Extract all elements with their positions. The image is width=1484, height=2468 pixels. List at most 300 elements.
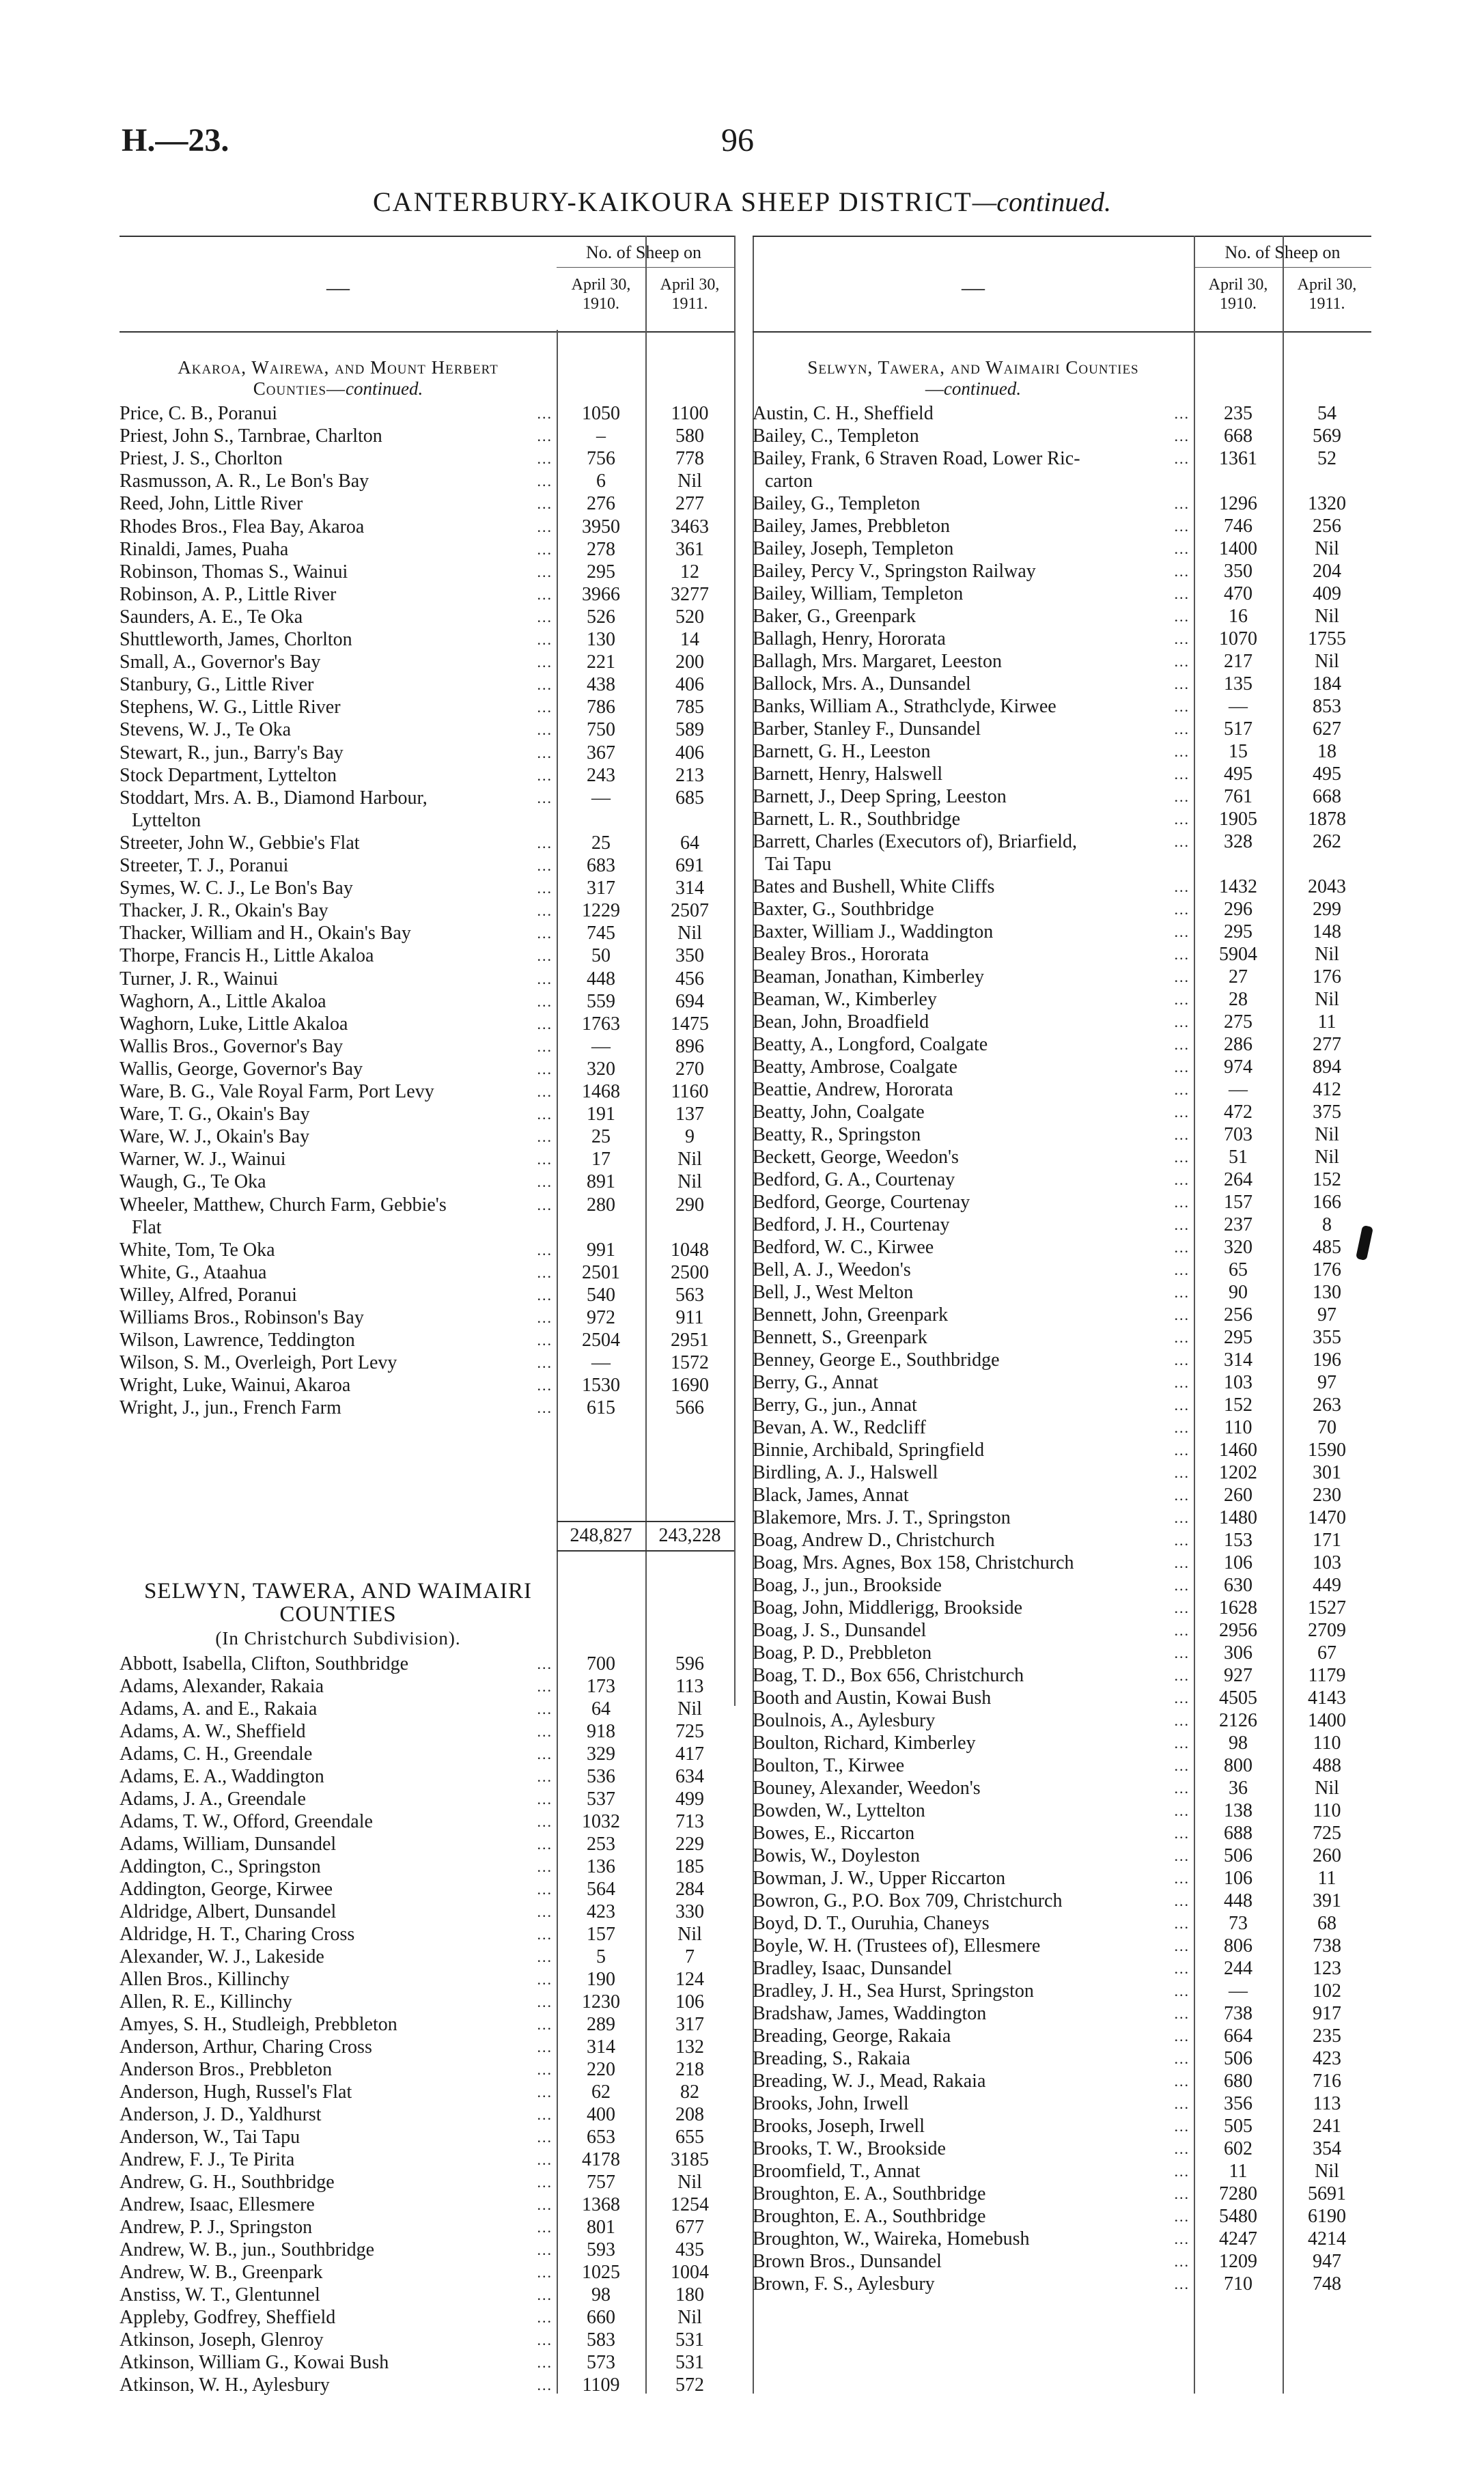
table-row (120, 1080, 734, 1103)
owner-name-address: Appleby, Godfrey, Sheffield (120, 2307, 336, 2328)
leader-dots: ... (1174, 2208, 1190, 2225)
sheep-1911: 64 (680, 832, 699, 854)
owner-name-address: Turner, J. R., Wainui (120, 968, 279, 990)
leader-dots: ... (537, 2309, 552, 2326)
owner-name-address: Berry, G., jun., Annat (753, 1394, 917, 1416)
total-1911: 243,228 (658, 1525, 721, 1546)
owner-name-address: Adams, Alexander, Rakaia (120, 1676, 324, 1697)
owner-name-address: Breading, George, Rakaia (753, 2025, 951, 2047)
sheep-1910: 17 (591, 1149, 611, 1170)
owner-name-address: Beatty, R., Springston (753, 1124, 921, 1145)
leader-dots: ... (1174, 1599, 1190, 1616)
sheep-1911: 1527 (1308, 1597, 1346, 1618)
table-row (753, 1754, 1371, 1777)
sheep-1910: 5480 (1219, 2206, 1257, 2227)
table-row (753, 1371, 1371, 1394)
table-row (753, 2025, 1371, 2047)
sheep-1910: 98 (591, 2284, 611, 2305)
sheep-1911: 176 (1313, 1259, 1341, 1280)
sheep-1911: 596 (675, 1653, 704, 1674)
sheep-1911: 1690 (671, 1375, 709, 1397)
sheep-1911: 1100 (671, 403, 709, 424)
table-row (120, 1170, 734, 1193)
owner-name-address: Tai Tapu (765, 854, 832, 875)
owner-name-address: Adams, A. and E., Rakaia (120, 1698, 318, 1720)
leader-dots: ... (1174, 1802, 1190, 1819)
sheep-1911: 152 (1313, 1169, 1341, 1190)
sheep-1910: 2126 (1219, 1710, 1257, 1731)
sheep-1911: 208 (675, 2104, 704, 2125)
sheep-1911: Nil (1315, 606, 1339, 627)
sheep-1911: Nil (677, 923, 702, 944)
table-row (753, 1123, 1371, 1146)
table-row (120, 1239, 734, 1261)
table-row (753, 1326, 1371, 1349)
sheep-1911: 299 (1313, 899, 1341, 920)
sheep-1910: 7280 (1219, 2183, 1257, 2204)
table-row (120, 968, 734, 990)
sheep-1910: 540 (587, 1284, 615, 1306)
owner-name-address: Symes, W. C. J., Le Bon's Bay (120, 878, 353, 899)
table-row (753, 1935, 1371, 1957)
owner-name-address: Thorpe, Francis H., Little Akaloa (120, 945, 374, 967)
owner-name-address: Bailey, James, Prebbleton (753, 516, 951, 537)
sheep-1910: 991 (587, 1239, 615, 1261)
table-row (120, 742, 734, 764)
owner-name-address: Breading, W. J., Mead, Rakaia (753, 2071, 986, 2092)
sheep-1911: 569 (1313, 425, 1341, 447)
owner-name-address: Andrew, P. J., Springston (120, 2217, 313, 2238)
sheep-1910: 62 (591, 2081, 611, 2103)
table-row (120, 1148, 734, 1170)
sheep-1910: 470 (1224, 583, 1252, 604)
sheep-1910: 745 (587, 923, 615, 944)
owner-name-address: Alexander, W. J., Lakeside (120, 1946, 324, 1967)
owner-name-address: Anderson, W., Tai Tapu (120, 2127, 300, 2148)
sheep-1911: 677 (675, 2217, 704, 2238)
sheep-1910: 564 (587, 1879, 615, 1900)
owner-name-address: Thacker, J. R., Okain's Bay (120, 900, 328, 922)
owner-name-address: Bailey, C., Templeton (753, 425, 919, 447)
table-row (120, 718, 734, 741)
leader-dots: ... (537, 1948, 552, 1965)
sheep-1910: — (1229, 1980, 1248, 2002)
leader-dots: ... (1174, 1757, 1190, 1774)
sheep-1911: 725 (675, 1721, 704, 1742)
sheep-1910: 688 (1224, 1823, 1252, 1844)
sheep-1910: 6 (596, 471, 606, 492)
owner-name-address: Boulton, T., Kirwee (753, 1755, 905, 1776)
leader-dots: ... (1174, 563, 1190, 580)
sheep-1911: 725 (1313, 1823, 1341, 1844)
leader-dots: ... (1174, 495, 1190, 512)
table-row (120, 1743, 734, 1765)
table-row (120, 1035, 734, 1058)
sheep-1910: 1628 (1219, 1597, 1257, 1618)
owner-name-address: Ware, B. G., Vale Royal Farm, Port Levy (120, 1081, 434, 1102)
sheep-1911: 3185 (671, 2149, 709, 2170)
table-row (120, 1901, 734, 1923)
owner-name-address: Bailey, Percy V., Springston Railway (753, 561, 1036, 582)
table-row (753, 1642, 1371, 1664)
owner-name-address: Bradshaw, James, Waddington (753, 2003, 987, 2024)
sheep-1911: 204 (1313, 561, 1341, 582)
sheep-1910: 64 (591, 1698, 611, 1720)
table-row (120, 1810, 734, 1833)
leader-dots: ... (537, 1286, 552, 1304)
sheep-1910: 974 (1224, 1056, 1252, 1078)
leader-dots: ... (1174, 1126, 1190, 1143)
table-row (753, 1484, 1371, 1506)
leader-dots: ... (1174, 675, 1190, 692)
table-row (120, 2306, 734, 2329)
sheep-1911: 110 (1313, 1800, 1341, 1821)
owner-name-address: Beatty, A., Longford, Coalgate (753, 1034, 988, 1055)
table-row (120, 2081, 734, 2103)
table-row (120, 651, 734, 673)
leader-dots: ... (537, 744, 552, 761)
sheep-1910: 472 (1224, 1102, 1252, 1123)
table-row (120, 944, 734, 967)
leader-dots: ... (1174, 720, 1190, 738)
owner-name-address: Adams, William, Dunsandel (120, 1834, 337, 1855)
sheep-1910: 4178 (582, 2149, 620, 2170)
sheep-1911: 1254 (671, 2194, 709, 2215)
sheep-1910: 235 (1224, 403, 1252, 424)
report-reference: H.—23. (122, 122, 229, 158)
leader-dots: ... (537, 1060, 552, 1078)
table-row (753, 1732, 1371, 1754)
sheep-1910: 423 (587, 1901, 615, 1922)
table-row (753, 1281, 1371, 1304)
owner-name-address: Bailey, William, Templeton (753, 583, 964, 604)
sheep-1911: Nil (1315, 1124, 1339, 1145)
owner-name-address: Bates and Bushell, White Cliffs (753, 876, 995, 897)
sheep-1911: 67 (1317, 1642, 1336, 1664)
table-row (120, 1261, 734, 1284)
owner-name-address: Wheeler, Matthew, Church Farm, Gebbie's (120, 1194, 447, 1216)
sheep-1910: 1763 (582, 1013, 620, 1035)
page-title-text: CANTERBURY-KAIKOURA SHEEP DISTRICT (373, 186, 972, 217)
left-column-header (120, 236, 734, 333)
section-heading-akaroa: Akaroa, Wairewa, and Mount Herbert Counties—continued. (178, 357, 499, 399)
table-row (120, 1374, 734, 1397)
table-row (753, 1552, 1371, 1574)
sheep-1910: 329 (587, 1743, 615, 1765)
date-header-1911: April 30, 1911. (660, 276, 720, 313)
sheep-1910: 275 (1224, 1011, 1252, 1033)
owner-name-address: Broomfield, T., Annat (753, 2161, 921, 2182)
sheep-1911: 627 (1313, 718, 1341, 740)
table-row (120, 1788, 734, 1810)
leader-dots: ... (1174, 1419, 1190, 1436)
leader-dots: ... (1174, 1058, 1190, 1076)
leader-dots: ... (537, 631, 552, 648)
sheep-1910: 328 (1224, 831, 1252, 852)
owner-name-address: Beattie, Andrew, Hororata (753, 1079, 953, 1100)
leader-dots: ... (537, 585, 552, 603)
sheep-1910: 1209 (1219, 2251, 1257, 2272)
leader-dots: ... (537, 1791, 552, 1808)
sheep-1910: 2504 (582, 1330, 620, 1351)
leader-dots: ... (1174, 901, 1190, 918)
sheep-1911: 3463 (671, 516, 709, 537)
sheep-1911: 9 (685, 1126, 695, 1148)
owner-name-address: Ballagh, Henry, Hororata (753, 628, 946, 649)
sheep-1911: 52 (1317, 448, 1336, 469)
sheep-1910: 157 (1224, 1192, 1252, 1213)
leader-dots: ... (1174, 2185, 1190, 2202)
sheep-1910: 256 (1224, 1304, 1252, 1326)
leader-dots: ... (1174, 991, 1190, 1008)
sheep-1911: 580 (675, 425, 704, 447)
sheep-1911: Nil (677, 1924, 702, 1945)
owner-name-address: Robinson, A. P., Little River (120, 583, 337, 605)
leader-dots: ... (1174, 2230, 1190, 2247)
leader-dots: ... (537, 2061, 552, 2078)
owner-name-address: Boyle, W. H. (Trustees of), Ellesmere (753, 1935, 1041, 1957)
leader-dots: ... (1174, 1847, 1190, 1864)
leader-dots: ... (1174, 1284, 1190, 1301)
owner-name-address: Boag, John, Middlerigg, Brookside (753, 1597, 1023, 1618)
sheep-1911: 1475 (671, 1013, 709, 1035)
table-row (753, 1822, 1371, 1845)
table-row (120, 2036, 734, 2058)
leader-dots: ... (1174, 946, 1190, 963)
sheep-1911: 566 (675, 1397, 704, 1419)
page-title-continued: —continued. (972, 186, 1111, 217)
table-row (120, 2148, 734, 2171)
table-row (753, 673, 1371, 695)
column-rule (645, 1653, 647, 2394)
sheep-1910: 314 (1224, 1349, 1252, 1371)
table-row (753, 1011, 1371, 1033)
sheep-1910: 615 (587, 1397, 615, 1419)
owner-name-address: Amyes, S. H., Studleigh, Prebbleton (120, 2014, 397, 2035)
table-row (753, 1416, 1371, 1439)
sheep-1910: 135 (1224, 673, 1252, 695)
leader-dots: ... (1174, 923, 1190, 940)
sheep-1910: — (591, 787, 611, 809)
sheep-1910: 801 (587, 2217, 615, 2238)
sheep-1910: 1296 (1219, 493, 1257, 514)
sheep-1911: 11 (1317, 1868, 1336, 1889)
leader-dots: ... (537, 1332, 552, 1349)
leader-dots: ... (537, 1678, 552, 1695)
owner-name-address: Stevens, W. J., Te Oka (120, 719, 292, 741)
sheep-1911: 778 (675, 448, 704, 470)
leader-dots: ... (1174, 811, 1190, 828)
sheep-1911: 4214 (1308, 2228, 1346, 2249)
leader-dots: ... (537, 1700, 552, 1717)
owner-name-address: Brown, F. S., Aylesbury (753, 2273, 935, 2295)
sheep-1910: 106 (1224, 1868, 1252, 1889)
leader-dots: ... (537, 1836, 552, 1853)
owner-name-address: Broughton, W., Waireka, Homebush (753, 2228, 1030, 2249)
table-row (753, 605, 1371, 628)
table-row (753, 1191, 1371, 1214)
leader-dots: ... (1174, 1306, 1190, 1323)
leader-dots: ... (537, 2219, 552, 2236)
sheep-1910: 15 (1229, 741, 1248, 762)
sheep-1911: 738 (1313, 1935, 1341, 1957)
table-row (753, 425, 1371, 447)
sheep-1911: 391 (1313, 1890, 1341, 1911)
leader-dots: ... (1174, 968, 1190, 985)
sheep-1910: 356 (1224, 2093, 1252, 2114)
leader-dots: ... (1174, 518, 1190, 535)
sheep-1910: 190 (587, 1969, 615, 1990)
owner-name-address: Saunders, A. E., Te Oka (120, 606, 303, 628)
sheep-1910: 602 (1224, 2138, 1252, 2159)
sheep-1911: 230 (1313, 1485, 1341, 1506)
sheep-1910: 295 (1224, 921, 1252, 942)
sheep-1910: 1202 (1219, 1462, 1257, 1483)
leader-dots: ... (537, 2016, 552, 2033)
leader-dots: ... (1174, 540, 1190, 557)
leader-dots: ... (1174, 1554, 1190, 1571)
leader-dots: ... (537, 2174, 552, 2191)
sheep-1910: 1032 (582, 1811, 620, 1832)
table-row (120, 2103, 734, 2126)
sheep-1910: 153 (1224, 1530, 1252, 1551)
leader-dots: ... (537, 1745, 552, 1763)
table-row (753, 898, 1371, 921)
sheep-1911: 82 (680, 2081, 699, 2103)
owner-name-address: Beatty, John, Coalgate (753, 1102, 925, 1123)
sheep-1911: 7 (685, 1946, 695, 1967)
table-row (120, 1103, 734, 1125)
leader-dots: ... (1174, 1397, 1190, 1414)
owner-name-address: Warner, W. J., Wainui (120, 1149, 286, 1170)
sheep-1910: 700 (587, 1653, 615, 1674)
owner-name-address: Black, James, Annat (753, 1485, 909, 1506)
sheep-1910: 1230 (582, 1991, 620, 2013)
leader-dots: ... (1174, 1329, 1190, 1346)
sheep-1910: — (1229, 1079, 1248, 1100)
sheep-1911: 361 (675, 538, 704, 560)
name-column-header: — (326, 275, 350, 300)
sheep-1911: 317 (675, 2014, 704, 2035)
sheep-1911: 290 (675, 1194, 704, 1216)
sheep-1910: 1530 (582, 1375, 620, 1397)
sheep-1910: — (1229, 696, 1248, 717)
sheep-1911: 176 (1313, 966, 1341, 987)
leader-dots: ... (1174, 2275, 1190, 2292)
sheep-1910: 710 (1224, 2273, 1252, 2295)
sheep-1911: 132 (675, 2036, 704, 2058)
sheep-1911: 263 (1313, 1394, 1341, 1416)
date-header-1910: April 30, 1910. (571, 276, 631, 313)
table-row (753, 718, 1371, 740)
sheep-1910: 25 (591, 832, 611, 854)
owner-name-address: Adams, J. A., Greendale (120, 1789, 306, 1810)
owner-name-address: Birdling, A. J., Halswell (753, 1462, 938, 1483)
sheep-1911: 277 (1313, 1034, 1341, 1055)
table-row (753, 515, 1371, 537)
table-row (753, 2228, 1371, 2250)
owner-name-address: Ballock, Mrs. A., Dunsandel (753, 673, 971, 695)
owner-name-address: Beaman, W., Kimberley (753, 989, 937, 1010)
sheep-1910: 28 (1229, 989, 1248, 1010)
table-row (753, 785, 1371, 808)
owner-name-address: Barnett, G. H., Leeston (753, 741, 931, 762)
leader-dots: ... (537, 925, 552, 942)
owner-name-address: Beaman, Jonathan, Kimberley (753, 966, 985, 987)
table-row (120, 1284, 734, 1306)
table-row (120, 877, 734, 899)
owner-name-address: Broughton, E. A., Southbridge (753, 2206, 986, 2227)
sheep-1911: 4143 (1308, 1687, 1346, 1709)
leader-dots: ... (537, 1399, 552, 1417)
left-column (120, 236, 734, 2396)
leader-dots: ... (537, 2241, 552, 2258)
sheep-1910: — (591, 1352, 611, 1374)
leader-dots: ... (1174, 878, 1190, 895)
leader-dots: ... (1174, 2028, 1190, 2045)
table-row (120, 516, 734, 538)
owner-name-address: Andrew, W. B., Greenpark (120, 2262, 323, 2283)
table-row (120, 990, 734, 1013)
sheep-1911: 375 (1313, 1102, 1341, 1123)
sheep-1911: 435 (675, 2239, 704, 2260)
owner-name-address: Beatty, Ambrose, Coalgate (753, 1056, 957, 1078)
sheep-1911: 11 (1317, 1011, 1336, 1033)
sheep-1911: 691 (675, 855, 704, 876)
sheep-1911: 785 (675, 697, 704, 718)
owner-name-address: Boag, Andrew D., Christchurch (753, 1530, 995, 1551)
leader-dots: ... (537, 2196, 552, 2213)
sheep-1911: 1878 (1308, 809, 1346, 830)
sheep-1910: 138 (1224, 1800, 1252, 1821)
sheep-1911: 1755 (1308, 628, 1346, 649)
sheep-1911: 229 (675, 1834, 704, 1855)
owner-name-address: Boulnois, A., Aylesbury (753, 1710, 936, 1731)
sheep-1910: 526 (587, 606, 615, 628)
table-row (120, 1855, 734, 1878)
table-row (753, 537, 1371, 560)
sheep-1910: 400 (587, 2104, 615, 2125)
leader-dots: ... (1174, 1351, 1190, 1369)
leader-dots: ... (537, 970, 552, 987)
leader-dots: ... (1174, 766, 1190, 783)
owner-name-address: Atkinson, W. H., Aylesbury (120, 2374, 330, 2396)
sheep-1910: 280 (587, 1194, 615, 1216)
owner-name-address: Anderson, Arthur, Charing Cross (120, 2036, 372, 2058)
sheep-1910: 4505 (1219, 1687, 1257, 1709)
table-row (753, 1799, 1371, 1822)
sheep-1911: 853 (1313, 696, 1341, 717)
leader-dots: ... (1174, 1104, 1190, 1121)
sheep-1911: 2507 (671, 900, 709, 922)
table-row (753, 2273, 1371, 2295)
sheep-1911: 284 (675, 1879, 704, 1900)
sheep-1911: 894 (1313, 1056, 1341, 1078)
leader-dots: ... (537, 2264, 552, 2281)
sheep-1910: 152 (1224, 1394, 1252, 1416)
leader-dots: ... (537, 857, 552, 874)
table-row (753, 1056, 1371, 1078)
leader-dots: ... (1174, 1712, 1190, 1729)
table-row (120, 2058, 734, 2081)
sheep-1910: 3950 (582, 516, 620, 537)
sheep-1910: 276 (587, 493, 615, 515)
table-row (753, 1957, 1371, 1980)
table-row (753, 1461, 1371, 1484)
sheep-1910: 806 (1224, 1935, 1252, 1957)
sheep-1910: 891 (587, 1171, 615, 1193)
sheep-1911: 102 (1313, 1980, 1341, 2002)
